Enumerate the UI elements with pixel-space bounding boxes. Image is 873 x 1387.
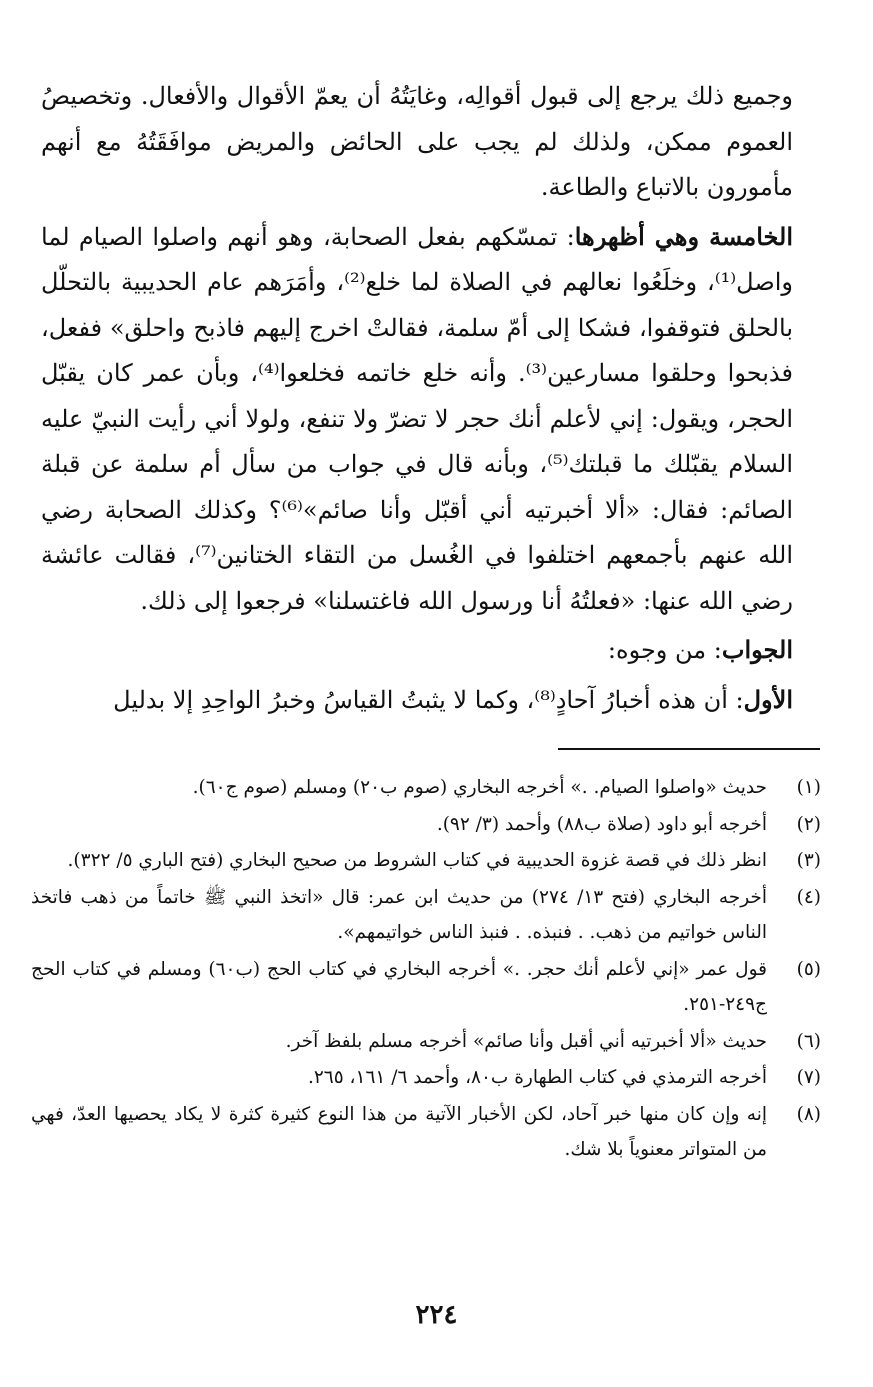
paragraph-1: وجميع ذلك يرجع إلى قبول أقوالِه، وغايَتُهُ أن يعمّ الأقوال والأفعال. وتخصيصُ العموم ممكن، ولذلك لم يجب على الحائض والمريض موافَقَتُهُ مع أنهم مأمورون بالاتباع والطاعة.: [41, 82, 793, 201]
footnote-text: أخرجه أبو داود (صلاة ب٨٨) وأحمد (٣/ ٩٢).: [436, 813, 767, 835]
paragraph-3-heading: الجواب: [721, 635, 793, 664]
footnote-text: إنه وإن كان منها خبر آحاد، لكن الأخبار الآتية من هذا النوع كثيرة كثرة لا يكاد يحصيها العدّ، فهي من المتواتر معنوياً بلا شك.: [31, 1103, 767, 1160]
footnote: [31, 952, 821, 1023]
paragraph-4-body: : أن هذه أخبارُ آحادٍ⁽⁸⁾، وكما لا يثبتُ القياسُ وخبرُ الواحِدِ إلا بدليل: [113, 685, 744, 714]
main-text: [41, 74, 793, 723]
paragraph-4-heading: الأول: [743, 684, 793, 714]
footnote-number: (٨): [796, 1103, 821, 1125]
paragraph-2-heading: الخامسة وهي أظهرها: [574, 221, 794, 251]
footnote: [31, 807, 821, 843]
footnote-number: (٢): [796, 813, 821, 835]
footnotes: [31, 770, 821, 1169]
paragraph-2: [41, 214, 793, 625]
footnote: [31, 880, 821, 951]
paragraph-3: [41, 627, 793, 674]
footnote: [31, 1097, 821, 1168]
footnote-number: (١): [796, 777, 821, 798]
footnote: [31, 843, 821, 879]
paragraph-4: [41, 677, 793, 724]
paragraph-2-body: : تمسّكهم بفعل الصحابة، وهو أنهم واصلوا الصيام لما واصل⁽¹⁾، وخلَعُوا نعالهم في الصلاة لما خلع⁽²⁾، وأمَرَهم عام الحديبية بالتحلّل بالحلق فتوقفوا، فشكا إلى أمّ سلمة، فقالتْ اخرج إليهم فاذبح واحلق» ففعل، فذبحوا وحلقوا مسارعين⁽³⁾. وأنه خلع خاتمه فخلعوا⁽⁴⁾، وبأن عمر كان يقبّل الحجر، ويقول: إني لأعلم أنك حجر لا تضرّ ولا تنفع، ولولا أني رأيت النبيّ عليه السلام يقبّلك ما قبلتك⁽⁵⁾، وبأنه قال في جواب من سأل أم سلمة عن قبلة الصائم: فقال: «ألا أخبرتيه أني أقبّل وأنا صائم»⁽⁶⁾؟ وكذلك الصحابة رضي الله عنهم بأجمعهم اختلفوا في الغُسل من التقاء الختانين⁽⁷⁾، فقالت عائشة رضي الله عنها: «فعلتُهُ أنا ورسول الله فاغتسلنا» فرجعوا إلى ذلك.: [41, 222, 794, 615]
paragraph-3-body: : من وجوه:: [607, 636, 722, 664]
footnote-number: (٤): [796, 886, 821, 908]
footnote: [31, 770, 821, 806]
footnote: [31, 1024, 821, 1060]
footnote-text: أخرجه الترمذي في كتاب الطهارة ب٨٠، وأحمد ٦/ ١٦١، ٢٦٥.: [307, 1067, 767, 1088]
footnote-text: حديث «ألا أخبرتيه أني أقبل وأنا صائم» أخرجه مسلم بلفظ آخر.: [285, 1030, 767, 1052]
footnote: [31, 1060, 821, 1096]
footnote-text: انظر ذلك في قصة غزوة الحديبية في كتاب الشروط من صحيح البخاري (فتح الباري ٥/ ٣٢٢).: [67, 850, 767, 871]
footnote-number: (٧): [796, 1067, 821, 1088]
footnote-text: قول عمر «إني لأعلم أنك حجر. .» أخرجه البخاري في كتاب الحج (ب٦٠) ومسلم في كتاب الحج ج٢٤٩-٢٥١.: [31, 958, 767, 1015]
footnote-text: حديث «واصلوا الصيام. .» أخرجه البخاري (صوم ب٢٠) ومسلم (صوم ج٦٠).: [192, 777, 767, 798]
footnote-text: أخرجه البخاري (فتح ١٣/ ٢٧٤) من حديث ابن عمر: قال «اتخذ النبي ﷺ خاتماً من ذهب فاتخذ الناس خواتيم من ذهب. . فنبذه. . فنبذ الناس خواتيمهم».: [31, 886, 767, 943]
footnote-number: (٥): [796, 958, 821, 980]
footnote-number: (٦): [796, 1030, 821, 1052]
page-number: ٢٢٤: [415, 1300, 458, 1330]
footnote-number: (٣): [796, 850, 821, 871]
footnote-divider: [558, 748, 820, 750]
